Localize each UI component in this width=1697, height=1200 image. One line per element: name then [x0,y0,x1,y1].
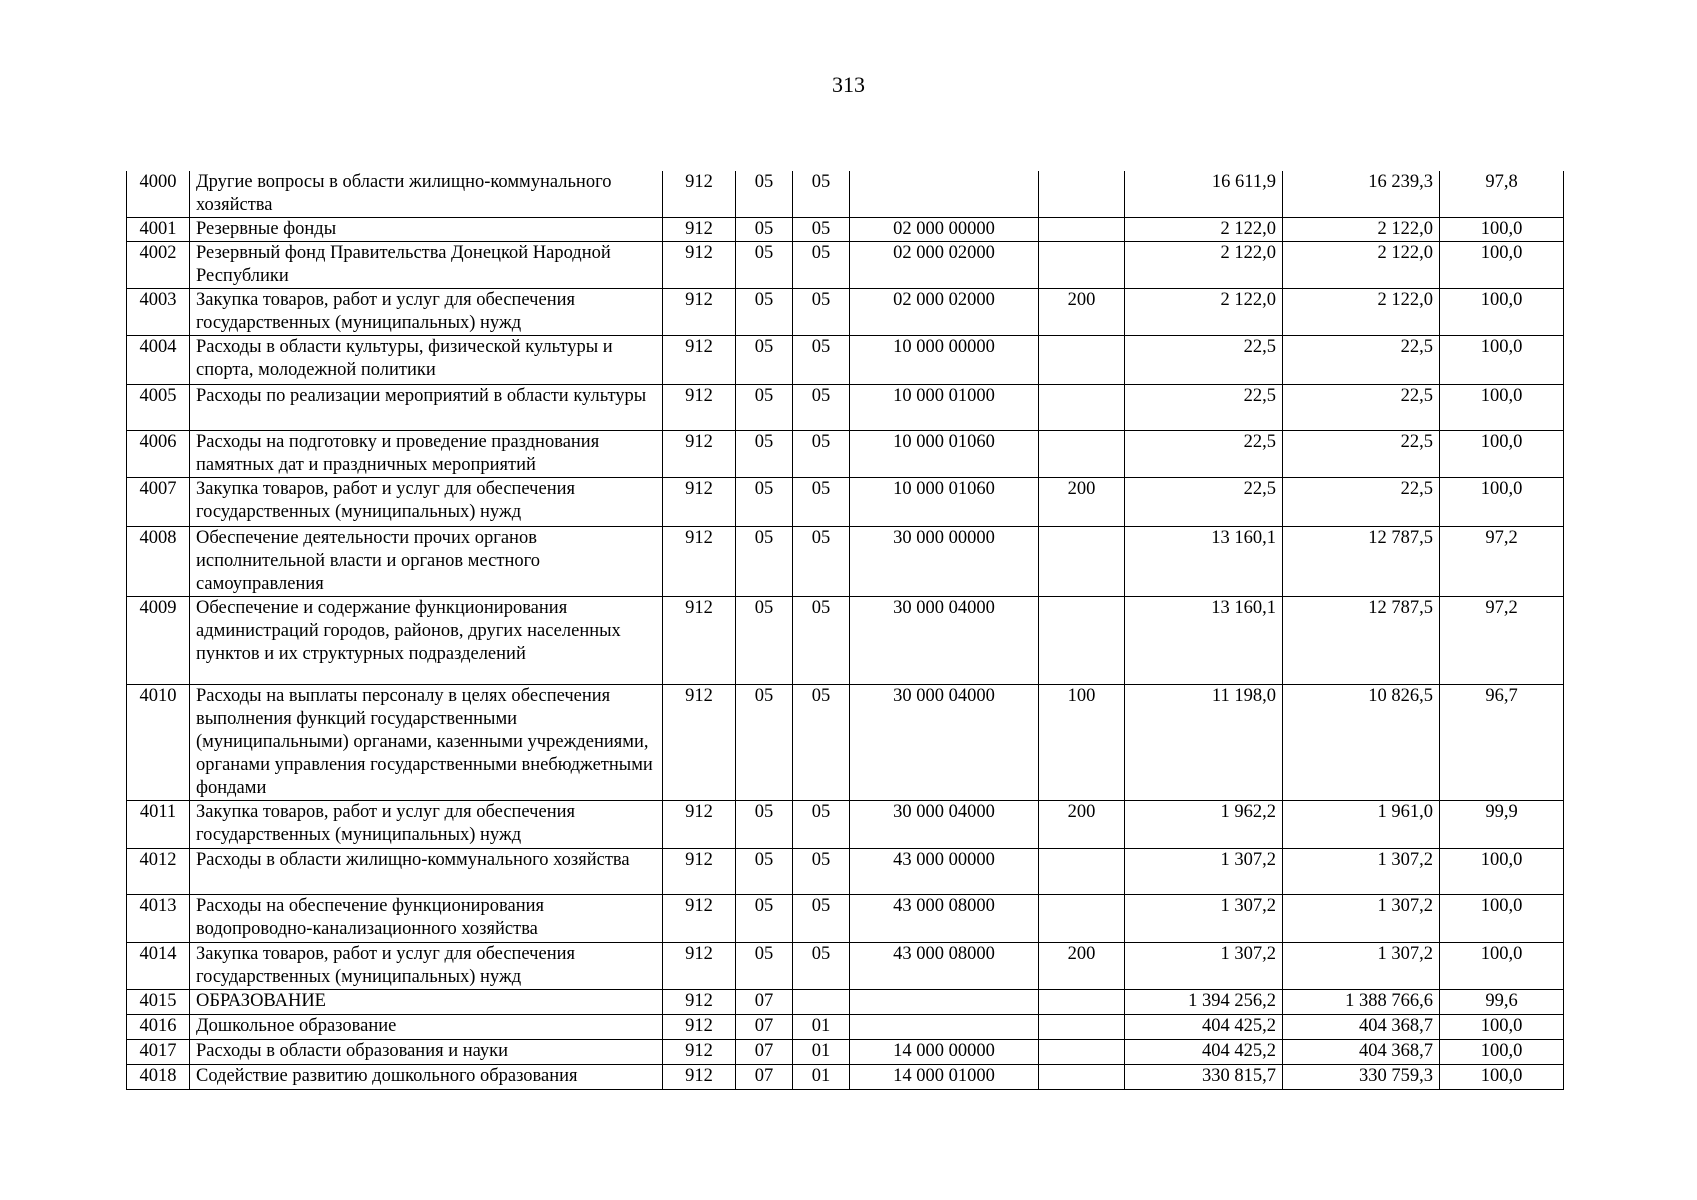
row-name-cell: Резервные фонды [190,218,663,242]
row-number-cell: 4012 [127,849,190,895]
table-row [127,171,1564,218]
expense-type-cell [1039,218,1125,242]
table-row [127,943,1564,990]
table-row [127,801,1564,849]
row-number-cell: 4010 [127,685,190,801]
percent-cell: 100,0 [1440,385,1564,431]
row-name-cell: Обеспечение деятельности прочих органов исполнительной власти и органов местного самоуправления [190,527,663,597]
table-row [127,289,1564,336]
subsection-code-cell: 01 [793,1065,850,1090]
table-row [127,218,1564,242]
plan-amount-cell: 2 122,0 [1125,218,1283,242]
plan-amount-cell: 22,5 [1125,478,1283,527]
plan-amount-cell: 13 160,1 [1125,597,1283,685]
ministry-code-cell: 912 [663,943,736,990]
row-number-cell: 4006 [127,431,190,478]
row-name-cell: Расходы в области образования и науки [190,1040,663,1065]
section-code-cell: 07 [736,990,793,1015]
target-article-cell: 14 000 00000 [850,1040,1039,1065]
expense-type-cell [1039,597,1125,685]
row-name-cell: Закупка товаров, работ и услуг для обеспечения государственных (муниципальных) нужд [190,289,663,336]
subsection-code-cell: 05 [793,431,850,478]
plan-amount-cell: 22,5 [1125,336,1283,385]
expense-type-cell [1039,1065,1125,1090]
section-code-cell: 05 [736,685,793,801]
row-name-cell: Резервный фонд Правительства Донецкой Народной Республики [190,242,663,289]
actual-amount-cell: 330 759,3 [1283,1065,1440,1090]
row-number-cell: 4015 [127,990,190,1015]
target-article-cell [850,171,1039,218]
expense-type-cell [1039,385,1125,431]
subsection-code-cell: 05 [793,895,850,943]
subsection-code-cell: 05 [793,218,850,242]
expense-type-cell [1039,431,1125,478]
target-article-cell [850,1015,1039,1040]
section-code-cell: 05 [736,895,793,943]
row-name-cell: Другие вопросы в области жилищно-коммунального хозяйства [190,171,663,218]
target-article-cell: 10 000 01060 [850,478,1039,527]
table-row [127,336,1564,385]
row-number-cell: 4014 [127,943,190,990]
row-number-cell: 4004 [127,336,190,385]
plan-amount-cell: 2 122,0 [1125,289,1283,336]
row-name-cell: Дошкольное образование [190,1015,663,1040]
row-number-cell: 4008 [127,527,190,597]
row-name-cell: Расходы в области культуры, физической культуры и спорта, молодежной политики [190,336,663,385]
table-row [127,385,1564,431]
percent-cell: 100,0 [1440,849,1564,895]
target-article-cell: 43 000 08000 [850,895,1039,943]
table-row [127,1040,1564,1065]
subsection-code-cell: 01 [793,1040,850,1065]
table-row [127,242,1564,289]
section-code-cell: 05 [736,801,793,849]
plan-amount-cell: 1 307,2 [1125,943,1283,990]
percent-cell: 97,2 [1440,597,1564,685]
table-row [127,990,1564,1015]
section-code-cell: 07 [736,1040,793,1065]
subsection-code-cell: 05 [793,527,850,597]
ministry-code-cell: 912 [663,801,736,849]
actual-amount-cell: 1 388 766,6 [1283,990,1440,1015]
table-row [127,685,1564,801]
row-number-cell: 4018 [127,1065,190,1090]
subsection-code-cell: 05 [793,385,850,431]
target-article-cell: 30 000 04000 [850,597,1039,685]
ministry-code-cell: 912 [663,242,736,289]
subsection-code-cell: 05 [793,849,850,895]
ministry-code-cell: 912 [663,990,736,1015]
row-name-cell: Содействие развитию дошкольного образования [190,1065,663,1090]
actual-amount-cell: 22,5 [1283,478,1440,527]
plan-amount-cell: 22,5 [1125,431,1283,478]
subsection-code-cell [793,990,850,1015]
ministry-code-cell: 912 [663,336,736,385]
percent-cell: 97,2 [1440,527,1564,597]
target-article-cell: 43 000 08000 [850,943,1039,990]
expense-type-cell: 200 [1039,289,1125,336]
plan-amount-cell: 13 160,1 [1125,527,1283,597]
row-number-cell: 4007 [127,478,190,527]
actual-amount-cell: 12 787,5 [1283,597,1440,685]
actual-amount-cell: 1 307,2 [1283,895,1440,943]
section-code-cell: 05 [736,943,793,990]
actual-amount-cell: 12 787,5 [1283,527,1440,597]
expense-type-cell [1039,171,1125,218]
section-code-cell: 07 [736,1065,793,1090]
plan-amount-cell: 1 307,2 [1125,849,1283,895]
actual-amount-cell: 404 368,7 [1283,1040,1440,1065]
actual-amount-cell: 1 307,2 [1283,943,1440,990]
target-article-cell: 30 000 04000 [850,685,1039,801]
ministry-code-cell: 912 [663,289,736,336]
expense-type-cell [1039,242,1125,289]
subsection-code-cell: 05 [793,336,850,385]
section-code-cell: 05 [736,242,793,289]
plan-amount-cell: 1 962,2 [1125,801,1283,849]
actual-amount-cell: 2 122,0 [1283,218,1440,242]
row-name-cell: Расходы на подготовку и проведение празднования памятных дат и праздничных мероприятий [190,431,663,478]
table-row [127,527,1564,597]
subsection-code-cell: 05 [793,801,850,849]
ministry-code-cell: 912 [663,171,736,218]
percent-cell: 100,0 [1440,336,1564,385]
target-article-cell: 43 000 00000 [850,849,1039,895]
row-name-cell: Закупка товаров, работ и услуг для обеспечения государственных (муниципальных) нужд [190,801,663,849]
budget-table [126,171,1564,1090]
ministry-code-cell: 912 [663,685,736,801]
section-code-cell: 07 [736,1015,793,1040]
plan-amount-cell: 2 122,0 [1125,242,1283,289]
ministry-code-cell: 912 [663,895,736,943]
percent-cell: 99,6 [1440,990,1564,1015]
section-code-cell: 05 [736,171,793,218]
row-number-cell: 4000 [127,171,190,218]
section-code-cell: 05 [736,478,793,527]
expense-type-cell [1039,527,1125,597]
subsection-code-cell: 05 [793,597,850,685]
percent-cell: 100,0 [1440,1065,1564,1090]
table-row [127,478,1564,527]
section-code-cell: 05 [736,597,793,685]
table-row [127,431,1564,478]
actual-amount-cell: 2 122,0 [1283,242,1440,289]
ministry-code-cell: 912 [663,478,736,527]
target-article-cell [850,990,1039,1015]
ministry-code-cell: 912 [663,597,736,685]
row-name-cell: Закупка товаров, работ и услуг для обеспечения государственных (муниципальных) нужд [190,943,663,990]
table-row [127,895,1564,943]
percent-cell: 100,0 [1440,478,1564,527]
row-name-cell: Закупка товаров, работ и услуг для обеспечения государственных (муниципальных) нужд [190,478,663,527]
target-article-cell: 02 000 02000 [850,242,1039,289]
row-name-cell: Расходы по реализации мероприятий в области культуры [190,385,663,431]
subsection-code-cell: 05 [793,685,850,801]
ministry-code-cell: 912 [663,1040,736,1065]
plan-amount-cell: 1 307,2 [1125,895,1283,943]
table-row [127,849,1564,895]
plan-amount-cell: 330 815,7 [1125,1065,1283,1090]
actual-amount-cell: 16 239,3 [1283,171,1440,218]
subsection-code-cell: 05 [793,478,850,527]
actual-amount-cell: 22,5 [1283,431,1440,478]
expense-type-cell [1039,849,1125,895]
percent-cell: 100,0 [1440,242,1564,289]
section-code-cell: 05 [736,431,793,478]
actual-amount-cell: 1 961,0 [1283,801,1440,849]
expense-type-cell: 200 [1039,943,1125,990]
subsection-code-cell: 05 [793,943,850,990]
row-name-cell: Расходы на обеспечение функционирования водопроводно-канализационного хозяйства [190,895,663,943]
table-row [127,1015,1564,1040]
subsection-code-cell: 05 [793,242,850,289]
row-name-cell: ОБРАЗОВАНИЕ [190,990,663,1015]
percent-cell: 97,8 [1440,171,1564,218]
target-article-cell: 10 000 00000 [850,336,1039,385]
percent-cell: 100,0 [1440,218,1564,242]
expense-type-cell: 200 [1039,801,1125,849]
ministry-code-cell: 912 [663,385,736,431]
percent-cell: 100,0 [1440,289,1564,336]
percent-cell: 96,7 [1440,685,1564,801]
ministry-code-cell: 912 [663,431,736,478]
plan-amount-cell: 11 198,0 [1125,685,1283,801]
table-body [127,171,1564,1090]
row-number-cell: 4001 [127,218,190,242]
plan-amount-cell: 1 394 256,2 [1125,990,1283,1015]
plan-amount-cell: 22,5 [1125,385,1283,431]
ministry-code-cell: 912 [663,218,736,242]
row-name-cell: Расходы на выплаты персоналу в целях обеспечения выполнения функций государственными (муниципальными) органами, казенными учреждениями, органами управления государственными внебюджетными фондами [190,685,663,801]
target-article-cell: 30 000 04000 [850,801,1039,849]
target-article-cell: 02 000 00000 [850,218,1039,242]
target-article-cell: 14 000 01000 [850,1065,1039,1090]
row-number-cell: 4017 [127,1040,190,1065]
actual-amount-cell: 10 826,5 [1283,685,1440,801]
ministry-code-cell: 912 [663,527,736,597]
target-article-cell: 30 000 00000 [850,527,1039,597]
row-number-cell: 4002 [127,242,190,289]
percent-cell: 100,0 [1440,1015,1564,1040]
section-code-cell: 05 [736,385,793,431]
percent-cell: 100,0 [1440,431,1564,478]
section-code-cell: 05 [736,289,793,336]
page-number: 313 [832,72,865,97]
expense-type-cell [1039,1015,1125,1040]
row-number-cell: 4005 [127,385,190,431]
plan-amount-cell: 404 425,2 [1125,1015,1283,1040]
ministry-code-cell: 912 [663,1065,736,1090]
row-number-cell: 4016 [127,1015,190,1040]
section-code-cell: 05 [736,218,793,242]
ministry-code-cell: 912 [663,849,736,895]
actual-amount-cell: 2 122,0 [1283,289,1440,336]
row-number-cell: 4009 [127,597,190,685]
actual-amount-cell: 22,5 [1283,336,1440,385]
row-number-cell: 4003 [127,289,190,336]
row-number-cell: 4013 [127,895,190,943]
expense-type-cell [1039,1040,1125,1065]
section-code-cell: 05 [736,527,793,597]
expense-type-cell: 200 [1039,478,1125,527]
target-article-cell: 10 000 01000 [850,385,1039,431]
table-row [127,597,1564,685]
expense-type-cell: 100 [1039,685,1125,801]
row-name-cell: Обеспечение и содержание функционирования администраций городов, районов, других населенных пунктов и их структурных подразделений [190,597,663,685]
plan-amount-cell: 16 611,9 [1125,171,1283,218]
row-number-cell: 4011 [127,801,190,849]
row-name-cell: Расходы в области жилищно-коммунального хозяйства [190,849,663,895]
subsection-code-cell: 01 [793,1015,850,1040]
percent-cell: 99,9 [1440,801,1564,849]
percent-cell: 100,0 [1440,943,1564,990]
expense-type-cell [1039,336,1125,385]
actual-amount-cell: 404 368,7 [1283,1015,1440,1040]
section-code-cell: 05 [736,849,793,895]
actual-amount-cell: 22,5 [1283,385,1440,431]
ministry-code-cell: 912 [663,1015,736,1040]
actual-amount-cell: 1 307,2 [1283,849,1440,895]
subsection-code-cell: 05 [793,289,850,336]
subsection-code-cell: 05 [793,171,850,218]
target-article-cell: 10 000 01060 [850,431,1039,478]
table-row [127,1065,1564,1090]
percent-cell: 100,0 [1440,895,1564,943]
percent-cell: 100,0 [1440,1040,1564,1065]
expense-type-cell [1039,990,1125,1015]
section-code-cell: 05 [736,336,793,385]
target-article-cell: 02 000 02000 [850,289,1039,336]
expense-type-cell [1039,895,1125,943]
plan-amount-cell: 404 425,2 [1125,1040,1283,1065]
